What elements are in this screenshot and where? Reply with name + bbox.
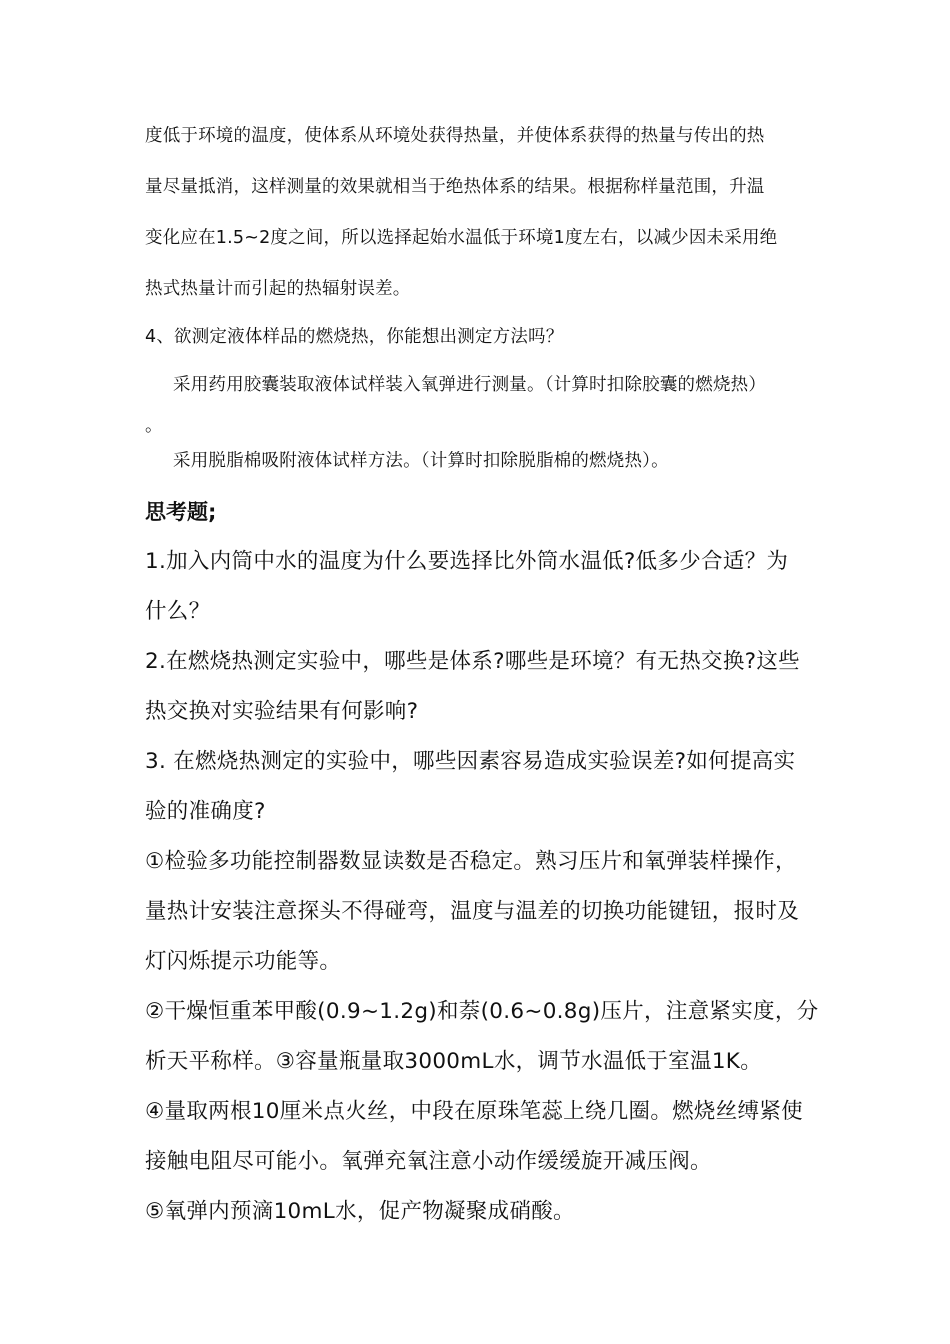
question-line-3: 2.在燃烧热测定实验中，哪些是体系?哪些是环境？有无热交换?这些 xyxy=(145,649,800,674)
answer-item-1-line-3: 灯闪烁提示功能等。 xyxy=(145,949,342,974)
question-4: 4、欲测定液体样品的燃烧热，你能想出测定方法吗？ xyxy=(145,327,564,347)
answer-item-4-line-2: 接触电阻尽可能小。氧弹充氧注意小动作缓缓旋开减压阀。 xyxy=(145,1149,712,1174)
paragraph-line-4: 热式热量计而引起的热辐射误差。 xyxy=(145,279,411,299)
question-line-5: 3. 在燃烧热测定的实验中，哪些因素容易造成实验误差?如何提高实 xyxy=(145,749,796,774)
section-heading: 思考题; xyxy=(145,500,217,524)
question-line-6: 验的准确度? xyxy=(145,799,266,824)
question-line-4: 热交换对实验结果有何影响? xyxy=(145,699,419,724)
answer-item-2-line-2: 析天平称样。③容量瓶量取3000mL水，调节水温低于室温1K。 xyxy=(145,1049,762,1074)
question-line-1: 1.加入内筒中水的温度为什么要选择比外筒水温低?低多少合适？为 xyxy=(145,549,789,574)
paragraph-line-1: 度低于环境的温度，使体系从环境处获得热量，并使体系获得的热量与传出的热 xyxy=(145,126,765,146)
answer-item-5: ⑤氧弹内预滴10mL水，促产物凝聚成硝酸。 xyxy=(145,1199,575,1224)
paragraph-line-3: 变化应在1.5~2度之间，所以选择起始水温低于环境1度左右，以减少因未采用绝 xyxy=(145,228,778,248)
answer-cotton: 采用脱脂棉吸附液体试样方法。（计算时扣除脱脂棉的燃烧热）。 xyxy=(173,451,669,471)
answer-item-4-line-1: ④量取两根10厘米点火丝，中段在原珠笔蕊上绕几圈。燃烧丝缚紧使 xyxy=(145,1099,803,1124)
answer-item-1-line-1: ①检验多功能控制器数显读数是否稳定。熟习压片和氧弹装样操作， xyxy=(145,849,797,874)
answer-item-1-line-2: 量热计安装注意探头不得碰弯，温度与温差的切换功能键钮，报时及 xyxy=(145,899,800,924)
answer-item-2-line-1: ②干燥恒重苯甲酸(0.9~1.2g)和萘(0.6~0.8g)压片，注意紧实度，分 xyxy=(145,999,819,1024)
answer-capsule: 采用药用胶囊装取液体试样装入氧弹进行测量。（计算时扣除胶囊的燃烧热） xyxy=(173,375,767,395)
answer-capsule-tail: 。 xyxy=(145,416,163,436)
paragraph-line-2: 量尽量抵消，这样测量的效果就相当于绝热体系的结果。根据称样量范围，升温 xyxy=(145,177,765,197)
question-line-2: 什么？ xyxy=(145,599,211,624)
